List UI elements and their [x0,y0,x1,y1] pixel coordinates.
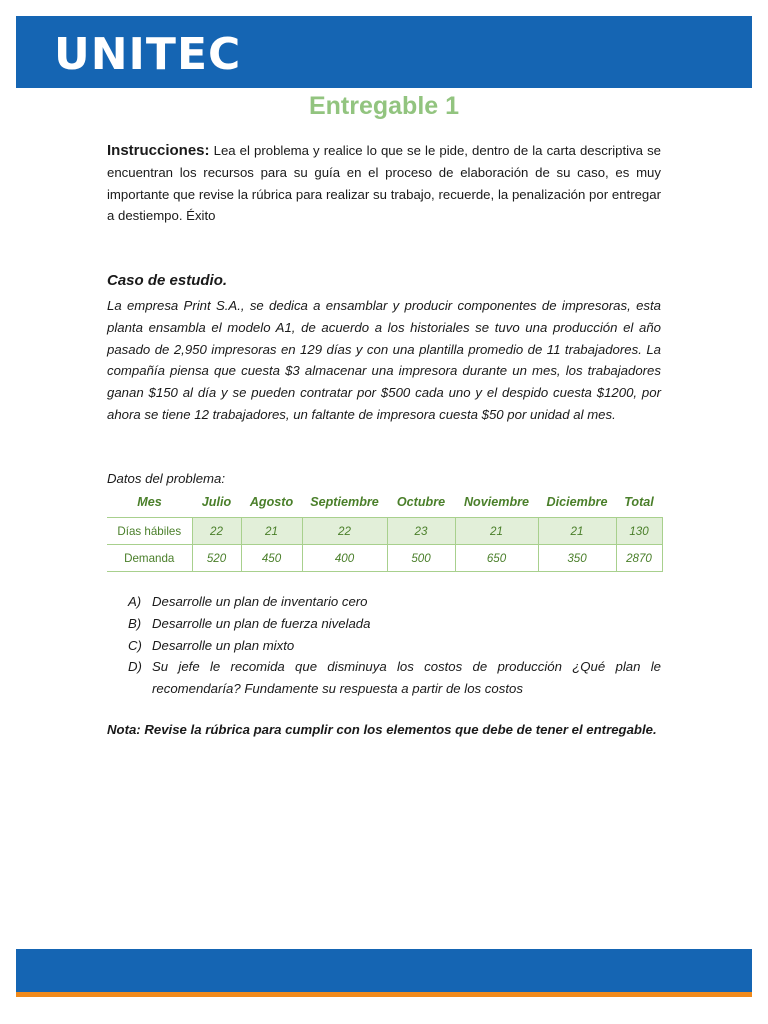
footer-accent-line [16,992,752,997]
unitec-logo: UNITEC [54,29,242,80]
header-cell: Octubre [396,495,446,509]
list-letter: B) [128,615,142,631]
instructions-lead: Instrucciones: [107,142,210,159]
list-item [128,591,661,613]
row-label: Días hábiles [107,518,192,545]
table-cell: 22 [192,518,241,545]
table-cell: 21 [241,518,302,545]
note-text: Nota: Revise la rúbrica para cumplir con los elementos que debe de tener el entregable. [107,722,657,737]
table-header-row [107,487,662,518]
list-letter: A) [128,594,142,609]
table-cell: 21 [455,518,538,545]
header-cell: Diciembre [546,495,608,509]
instructions-paragraph [107,140,661,227]
table-cell: 22 [302,518,387,545]
list-item [128,613,661,635]
document-title: Entregable 1 [308,92,460,120]
header-banner [16,16,752,88]
header-cell: Noviembre [463,495,530,509]
datos-label: Datos del problema: [107,471,226,486]
table-cell: 350 [538,545,616,572]
table-row [107,518,662,545]
case-body: La empresa Print S.A., se dedica a ensamblar y producir componentes de impresoras, esta planta ensambla el modelo A1, de acuerdo a los historiales se tuvo una producción el año pasado de 2,950 impresoras en 129 días y con una plantilla promedio de 11 trabajadores. La compañía piensa que cuesta $3 almacenar una impresora durante un mes, los trabajadores ganan $150 al día y se pueden contratar por $500 cada uno y el despido cuesta $1200, por ahora se tiene 12 trabajadores, un faltante de impresora cuesta $50 por unidad al mes. [107,298,661,422]
header-cell: Total [624,495,654,509]
list-item [128,635,661,657]
list-text: Desarrolle un plan de fuerza nivelada [152,615,371,631]
data-table [107,487,663,572]
table-cell: 450 [241,545,302,572]
list-item [128,656,661,700]
row-label: Demanda [107,545,192,572]
table-cell: 500 [387,545,455,572]
table-cell: 21 [538,518,616,545]
list-text: Desarrolle un plan mixto [152,637,295,653]
list-letter: C) [128,637,142,653]
header-cell: Agosto [249,495,294,509]
table-cell: 650 [455,545,538,572]
list-text: Su jefe le recomida que disminuya los costos de producción ¿Qué plan le recomendaría? Fundamente su respuesta a partir de los costos [152,659,661,697]
table-row [107,545,662,572]
list-letter: D) [128,659,142,675]
header-cell: Septiembre [310,495,379,509]
task-list [128,591,661,700]
table-cell: 23 [387,518,455,545]
header-cell: Julio [201,495,232,509]
instructions-text: Lea el problema y realice lo que se le pide, dentro de la carta descriptiva se encuentran los recursos para su guía en el proceso de elaboración de su caso, es muy importante que revise la rúbrica para realizar su trabajo, recuerde, la penalización por entregar a destiempo. Éxito [107,143,661,224]
table-cell: 400 [302,545,387,572]
table-cell: 2870 [616,545,662,572]
footer-band [16,949,752,992]
case-heading: Caso de estudio. [107,272,228,289]
table-cell: 130 [616,518,662,545]
table-cell: 520 [192,545,241,572]
header-cell: Mes [137,495,162,509]
list-text: Desarrolle un plan de inventario cero [152,594,368,609]
